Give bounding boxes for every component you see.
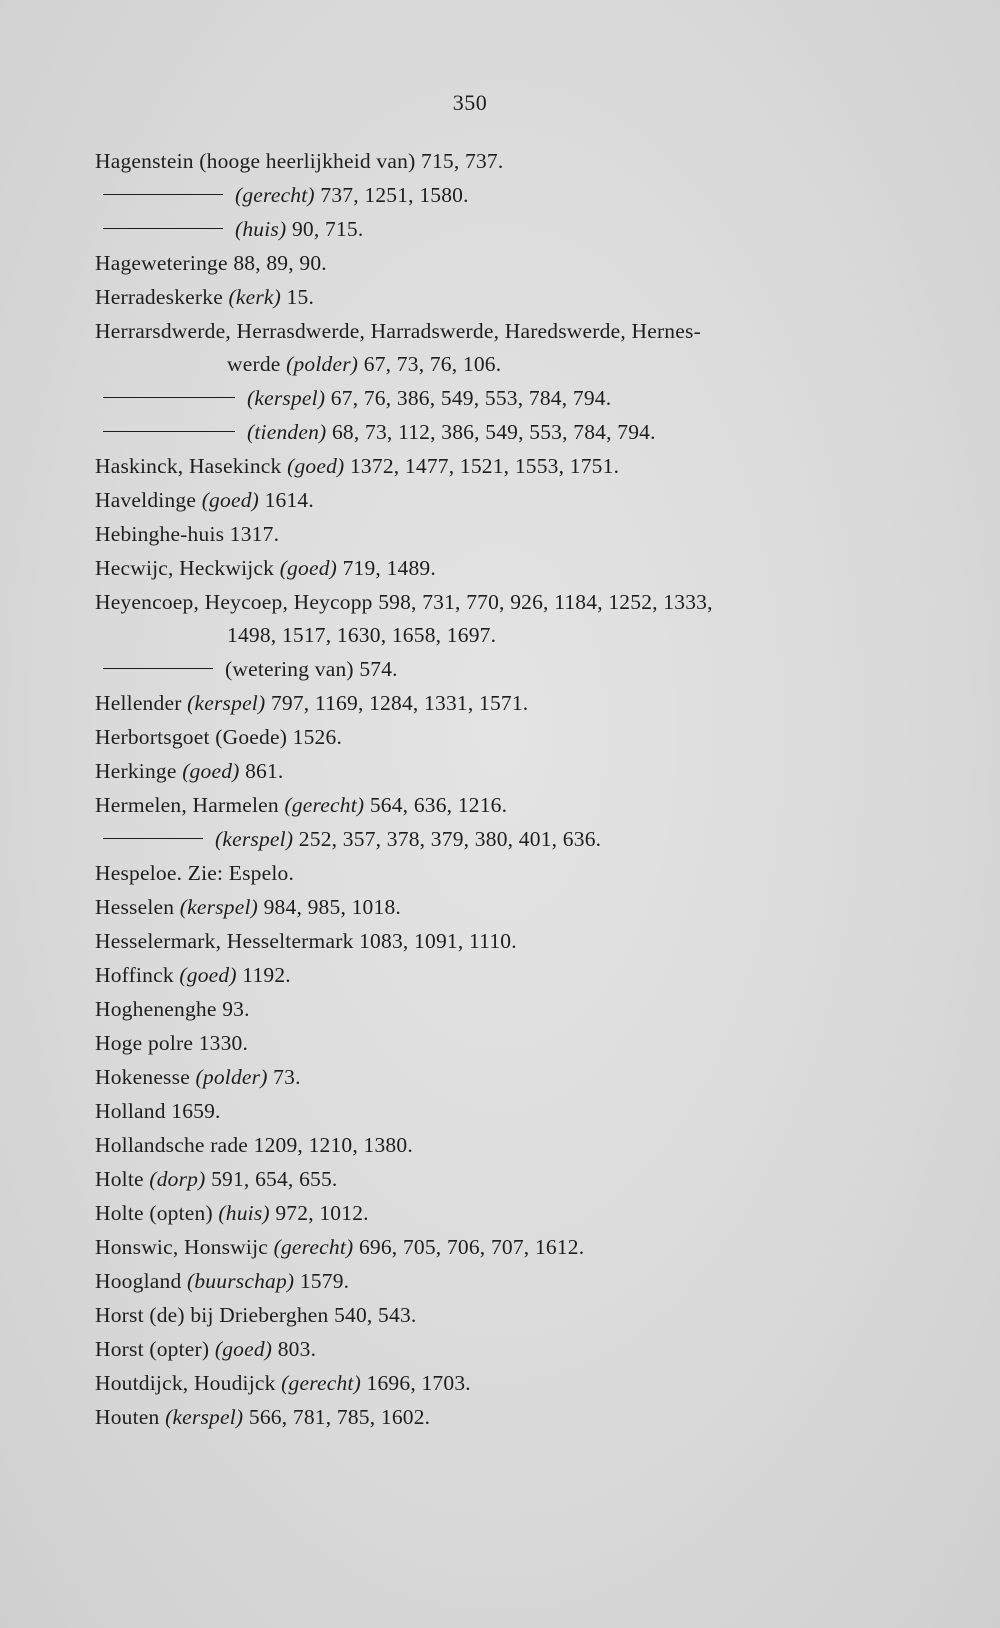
index-entry [95,1298,885,1332]
entry-name: Hebinghe-huis [95,522,225,546]
index-entry [95,280,885,314]
index-entry [95,1026,885,1060]
entry-text: 564, 636, 1216. [369,793,508,817]
entry-qualifier: (kerspel) [179,895,259,919]
entry-text: 803. [277,1337,317,1361]
entry-name: Houten [95,1405,160,1429]
index-entry [95,1128,885,1162]
ditto-dash [103,397,235,398]
entry-text: 984, 985, 1018. [263,895,401,919]
ditto-dash [103,228,223,229]
index-entry [95,992,885,1026]
index-entry [95,483,885,517]
entry-text: 566, 781, 785, 1602. [248,1405,431,1429]
entry-text: 1209, 1210, 1380. [253,1133,413,1157]
entry-text: 540, 543. [334,1303,417,1327]
index-entry [95,1230,885,1264]
entry-name: Hellender [95,691,182,715]
index-entry [95,856,885,890]
entry-qualifier: (kerspel) [247,386,326,410]
entry-qualifier: (goed) [279,556,337,580]
entry-text: 797, 1169, 1284, 1331, 1571. [270,691,529,715]
index-entry [95,246,885,280]
entry-text: 67, 76, 386, 549, 553, 784, 794. [330,386,612,410]
entry-name: Hoge polre [95,1031,194,1055]
entry-qualifier: (goed) [179,963,237,987]
entry-name: Hoffinck [95,963,174,987]
entry-name: Holte [95,1167,144,1191]
entry-text: (hooge heerlijkheid van) 715, 737. [199,149,504,173]
index-entry [95,144,885,178]
index-entry [95,449,885,483]
entry-text: 15. [286,285,315,309]
entry-name: Holte (opten) [95,1201,213,1225]
entry-qualifier: (gerecht) [273,1235,354,1259]
entry-name: Honswic, Honswijc [95,1235,268,1259]
index-entry [95,551,885,585]
entry-qualifier: (gerecht) [284,793,365,817]
entry-qualifier: (polder) [286,352,359,376]
entry-qualifier: (buurschap) [186,1269,295,1293]
index-entry [95,1264,885,1298]
entry-name: Herradeskerke [95,285,223,309]
entry-name: Hageweteringe [95,251,228,275]
entry-qualifier: (gerecht) [235,183,315,207]
index-entry [95,178,885,212]
entry-name: Hermelen, Harmelen [95,793,279,817]
index-entry [95,1162,885,1196]
entry-qualifier: (dorp) [149,1167,206,1191]
entry-text: 1317. [229,522,280,546]
entry-text: 90, 715. [291,217,364,241]
entry-name: Herbortsgoet [95,725,210,749]
entry-text: 591, 654, 655. [211,1167,338,1191]
index-entry [95,754,885,788]
page-number: 350 [452,90,488,115]
entry-name: Herkinge [95,759,177,783]
entry-name: Holland [95,1099,166,1123]
entry-text: 68, 73, 112, 386, 549, 553, 784, 794. [331,420,656,444]
index-entry [95,720,885,754]
entry-text: 1614. [264,488,314,512]
index-entry [95,890,885,924]
index-entry [95,314,885,381]
entry-qualifier: (goed) [182,759,240,783]
entry-text: 67, 73, 76, 106. [363,352,502,376]
index-entry [95,381,885,415]
entry-name: Horst (opter) [95,1337,210,1361]
index-entry [95,585,885,652]
entry-name: Hokenesse [95,1065,190,1089]
entry-name: Hesselermark, Hesseltermark [95,929,354,953]
entry-qualifier: (goed) [287,454,345,478]
entry-text: 252, 357, 378, 379, 380, 401, 636. [298,827,602,851]
index-entry [95,1400,885,1434]
entry-qualifier: (gerecht) [281,1371,361,1395]
entry-continuation [95,347,885,381]
entry-text: 1696, 1703. [366,1371,471,1395]
index-entry [95,415,885,449]
entry-text: (wetering van) 574. [225,657,398,681]
entry-name: Hesselen [95,895,175,919]
ditto-dash [103,838,203,839]
index-entry [95,517,885,551]
entry-continuation [95,618,885,652]
index-entry [95,1332,885,1366]
entry-text: 88, 89, 90. [233,251,327,275]
entry-text: 1372, 1477, 1521, 1553, 1751. [349,454,620,478]
entry-name: Hoghenenghe [95,997,217,1021]
entry-qualifier: (kerk) [228,285,282,309]
index-entry [95,1196,885,1230]
entry-text: 972, 1012. [275,1201,369,1225]
entry-name: Horst (de) bij Drieberghen [95,1303,329,1327]
entry-text: 598, 731, 770, 926, 1184, 1252, 1333, [378,590,713,614]
entry-qualifier: (huis) [218,1201,270,1225]
entry-text: 1192. [242,963,291,987]
entry-text: 719, 1489. [342,556,436,580]
entry-text: 1579. [299,1269,350,1293]
index-entry [95,686,885,720]
entry-text: 1498, 1517, 1630, 1658, 1697. [227,623,497,647]
entry-qualifier: (kerspel) [187,691,266,715]
entry-text: 73. [273,1065,301,1089]
ditto-dash [103,194,223,195]
entry-name-continued: werde [227,352,281,376]
index-entry [95,652,885,686]
entry-qualifier: (kerspel) [215,827,294,851]
entry-name: Hecwijc, Heckwijck [95,556,275,580]
entry-name: Hespeloe. Zie: Espelo. [95,861,295,885]
index-entry [95,924,885,958]
entry-text: 93. [222,997,250,1021]
entry-name: Haveldinge [95,488,197,512]
index-entry [95,1366,885,1400]
ditto-dash [103,431,235,432]
entry-text: 737, 1251, 1580. [320,183,469,207]
entry-qualifier: (goed) [201,488,259,512]
index-entry [95,822,885,856]
index-entries [95,144,885,1434]
entry-name: Hollandsche rade [95,1133,249,1157]
entry-qualifier: (huis) [235,217,287,241]
index-entry [95,788,885,822]
ditto-dash [103,668,213,669]
index-entry [95,1094,885,1128]
entry-name: Herrarsdwerde, Herrasdwerde, Harradswerde, Haredswerde, Hernes- [95,319,701,343]
entry-qualifier: (polder) [195,1065,268,1089]
entry-name: Hoogland [95,1269,182,1293]
index-entry [95,212,885,246]
entry-text: (Goede) 1526. [215,725,343,749]
entry-text: 1659. [171,1099,221,1123]
entry-qualifier: (tienden) [247,420,327,444]
entry-text: 1330. [198,1031,249,1055]
entry-name: Haskinck, Hasekinck [95,454,282,478]
entry-name: Houtdijck, Houdijck [95,1371,276,1395]
entry-qualifier: (kerspel) [165,1405,244,1429]
entry-text: 1083, 1091, 1110. [359,929,517,953]
entry-text: 696, 705, 706, 707, 1612. [358,1235,585,1259]
entry-name: Heyencoep, Heycoep, Heycopp [95,590,373,614]
entry-text: 861. [245,759,284,783]
entry-name: Hagenstein [95,149,194,173]
entry-qualifier: (goed) [214,1337,273,1361]
index-entry [95,1060,885,1094]
index-entry [95,958,885,992]
